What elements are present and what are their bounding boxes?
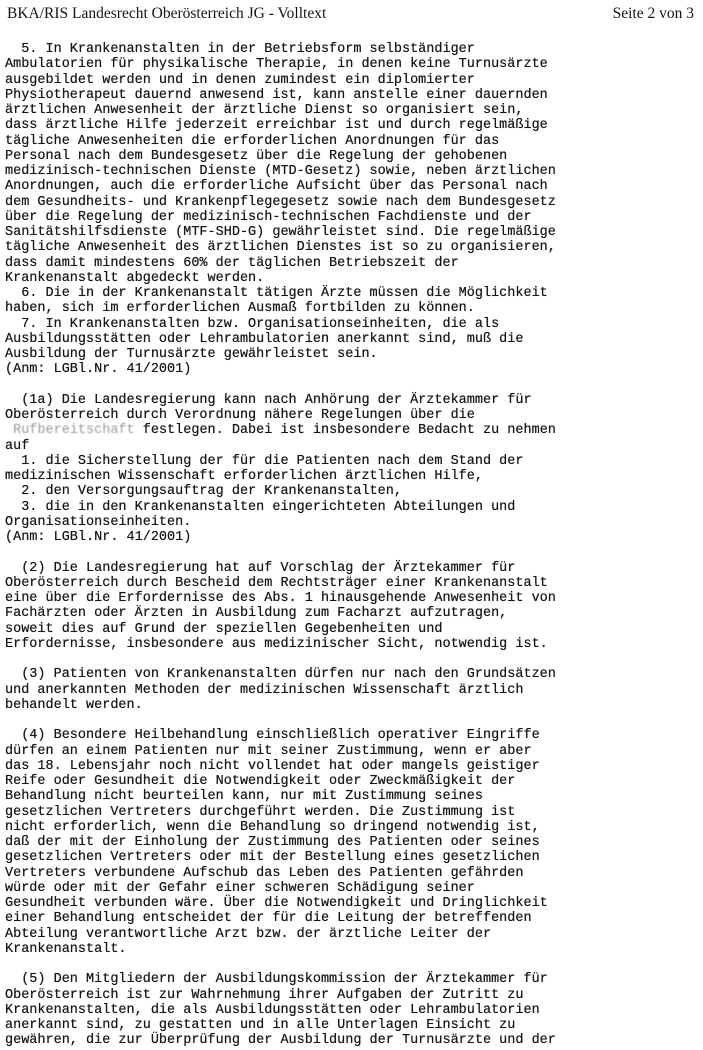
text-line: Ausbildungsstätten oder Lehrambulatorien anerkannt sind, muß die <box>5 331 524 347</box>
text-line: behandelt werden. <box>5 697 143 713</box>
text-line: Krankenanstalten, die als Ausbildungsstätten oder Lehrambulatorien <box>5 1002 540 1018</box>
text-line: über die Regelung der medizinisch-technischen Fachdienste und der <box>5 209 532 225</box>
text-line: haben, sich im erforderlichen Ausmaß fortbilden zu können. <box>5 301 475 317</box>
text-line: 1. die Sicherstellung der für die Patienten nach dem Stand der <box>5 453 524 469</box>
text-line: Rufbereitschaft festlegen. Dabei ist insbesondere Bedacht zu nehmen <box>13 423 556 439</box>
text-line: 2. den Versorgungsauftrag der Krankenanstalten, <box>5 484 402 500</box>
text-line: Physiotherapeut dauernd anwesend ist, kann anstelle einer dauernden <box>5 87 548 103</box>
text-line: Vertreters verbundene Aufschub das Leben des Patienten gefährden <box>5 865 524 881</box>
text-line: dürfen an einem Patienten nur mit seiner Zustimmung, wenn er aber <box>5 743 532 759</box>
text-line: (1a) Die Landesregierung kann nach Anhörung der Ärztekammer für <box>5 392 532 408</box>
text-line: Organisationseinheiten. <box>5 514 192 530</box>
text-line: 6. Die in der Krankenanstalt tätigen Ärzte müssen die Möglichkeit <box>5 286 548 301</box>
text-line: und anerkannten Methoden der medizinischen Wissenschaft ärztlich <box>5 682 524 698</box>
text-line: medizinischen Wissenschaft erforderlichen ärztlichen Hilfe, <box>5 469 483 484</box>
text-line: gesetzlichen Vertreters durchgeführt werden. Die Zustimmung ist <box>5 804 516 820</box>
text-line <box>5 652 703 667</box>
text-line: Gesundheit verbunden wäre. Über die Notwendigkeit und Dringlichkeit <box>5 896 548 911</box>
text-line: (5) Den Mitgliedern der Ausbildungskommission der Ärztekammer für <box>5 972 548 988</box>
text-line: Erfordernisse, insbesondere aus medizinischer Sicht, notwendig ist. <box>5 636 548 652</box>
text-line: tägliche Anwesenheit des ärztlichen Dienstes ist so zu organisieren, <box>5 240 556 256</box>
text-line: 3. die in den Krankenanstalten eingerichteten Abteilungen und <box>5 499 516 515</box>
text-line: (3) Patienten von Krankenanstalten dürfen nur nach den Grundsätzen <box>5 667 556 683</box>
text-line <box>5 545 703 560</box>
text-line: 7. In Krankenanstalten bzw. Organisationseinheiten, die als <box>5 316 500 332</box>
document-header <box>7 5 694 23</box>
faded-word: Rufbereitschaft <box>13 423 135 439</box>
text-line: Ambulatorien für physikalische Therapie, in denen keine Turnusärzte <box>5 57 548 73</box>
text-line: Sanitätshilfsdienste (MTF-SHD-G) gewährleistet sind. Die regelmäßige <box>5 225 556 240</box>
text-line: Oberösterreich durch Bescheid dem Rechtsträger einer Krankenanstalt <box>5 575 548 591</box>
text-line: dass ärztliche Hilfe jederzeit erreichbar ist und durch regelmäßige <box>5 118 548 134</box>
text-line: einer Behandlung entscheidet der für die Leitung der betreffenden <box>5 911 532 927</box>
text-line: Behandlung nicht beurteilen kann, nur mit Zustimmung seines <box>5 789 483 805</box>
text-line <box>5 378 703 393</box>
header-title: BKA/RIS Landesrecht Oberösterreich JG - Volltext <box>7 5 327 22</box>
text-line: auf <box>5 438 30 454</box>
text-line: eine über die Erfordernisse des Abs. 1 hinausgehende Anwesenheit von <box>5 591 556 606</box>
text-line: dem Gesundheits- und Krankenpflegegesetz sowie nach dem Bundesgesetz <box>5 194 556 210</box>
text-line <box>5 713 703 728</box>
text-line: medizinisch-technischen Dienste (MTD-Gesetz) sowie, neben ärztlichen <box>5 164 556 179</box>
text-line: 5. In Krankenanstalten in der Betriebsform selbständiger <box>5 42 475 57</box>
document-body <box>5 42 703 1049</box>
text-line: nicht erforderlich, wenn die Behandlung so dringend notwendig ist, <box>5 819 540 835</box>
text-line <box>5 957 703 972</box>
text-line: (Anm: LGBl.Nr. 41/2001) <box>5 530 192 545</box>
text-line: anerkannt sind, zu gestatten und in alle Unterlagen Einsicht zu <box>5 1018 516 1033</box>
text-line: (4) Besondere Heilbehandlung einschließlich operativer Eingriffe <box>5 728 540 744</box>
text-line: gesetzlichen Vertreters oder mit der Bestellung eines gesetzlichen <box>5 850 540 866</box>
text-line: ausgebildet werden und in denen zumindest ein diplomierter <box>5 72 475 88</box>
text-line: Fachärzten oder Ärzten in Ausbildung zum Facharzt aufzutragen, <box>5 606 508 622</box>
text-line: soweit dies auf Grund der speziellen Gegebenheiten und <box>5 621 443 637</box>
text-line: Oberösterreich ist zur Wahrnehmung ihrer Aufgaben der Zutritt zu <box>5 987 524 1003</box>
text-line: Reife oder Gesundheit die Notwendigkeit oder Zweckmäßigkeit der <box>5 774 516 789</box>
text-line: würde oder mit der Gefahr einer schweren Schädigung seiner <box>5 880 475 896</box>
text-line: Ausbildung der Turnusärzte gewährleistet sein. <box>5 347 378 362</box>
text-line: Oberösterreich durch Verordnung nähere Regelungen über die <box>5 408 475 423</box>
text-line: Krankenanstalt. <box>5 941 127 957</box>
text-line: ärztlichen Anwesenheit der ärztliche Dienst so organisiert sein, <box>5 103 524 118</box>
page-number: Seite 2 von 3 <box>612 5 694 22</box>
text-line: Abteilung verantwortliche Arzt bzw. der ärztliche Leiter der <box>5 926 492 942</box>
text-line: das 18. Lebensjahr noch nicht vollendet hat oder mangels geistiger <box>5 758 540 774</box>
text-line: dass damit mindestens 60% der täglichen Betriebszeit der <box>5 255 459 271</box>
text-line: Anordnungen, auch die erforderliche Aufsicht über das Personal nach <box>5 179 548 195</box>
text-line: tägliche Anwesenheiten die erforderlichen Anordnungen für das <box>5 133 500 149</box>
text-line: daß der mit der Einholung der Zustimmung des Patienten oder seines <box>5 835 540 850</box>
text-line: gewähren, die zur Überprüfung der Ausbildung der Turnusärzte und der <box>5 1033 556 1049</box>
text-line: Personal nach dem Bundesgesetz über die Regelung der gehobenen <box>5 148 508 164</box>
text-line: (Anm: LGBl.Nr. 41/2001) <box>5 362 192 378</box>
text-line: (2) Die Landesregierung hat auf Vorschlag der Ärztekammer für <box>5 560 516 576</box>
text-line: Krankenanstalt abgedeckt werden. <box>5 270 265 286</box>
